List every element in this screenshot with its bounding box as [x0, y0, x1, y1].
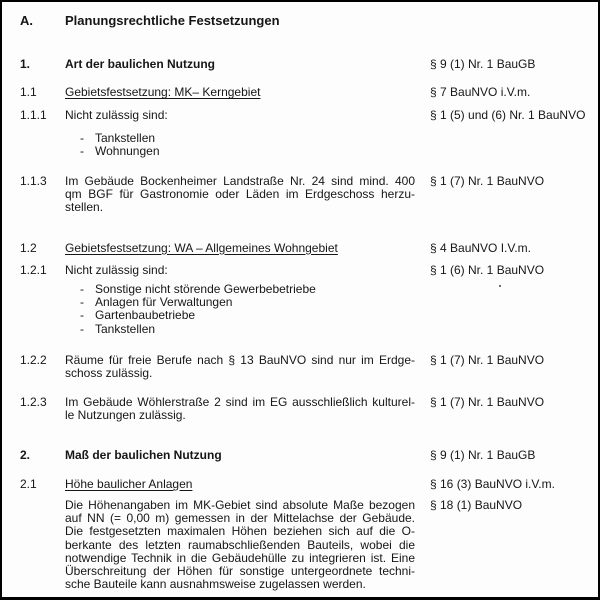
legal-reference: § 1 (5) und (6) Nr. 1 BauNVO	[430, 108, 586, 123]
item-1-2-2	[20, 354, 592, 380]
item-number: 2.1	[20, 476, 37, 491]
item-number: 1.2.3	[20, 395, 47, 410]
item-number: 1.2	[20, 240, 37, 255]
item-number: 1.1	[20, 85, 37, 100]
item-heading-underlined: Höhe baulicher Anlagen	[65, 476, 193, 491]
section-a-header	[20, 14, 592, 28]
legal-reference: § 1 (6) Nr. 1 BauNVO	[430, 262, 545, 277]
paragraph-line: Die Höhenangaben im MK-Gebiet sind absolute Maße bezogen	[65, 498, 415, 513]
dash-bullet: -	[80, 282, 84, 297]
paragraph-line: le Nutzungen zulässig.	[65, 408, 186, 423]
item-1-2-1-bullets	[20, 283, 592, 336]
item-text: Nicht zulässig sind:	[65, 108, 168, 123]
paragraph-line: notwendige Technik in die Gebäudehülle zu integrieren ist. Eine	[65, 550, 415, 565]
item-heading: Maß der baulichen Nutzung	[65, 447, 222, 462]
legal-reference: § 1 (7) Nr. 1 BauNVO	[430, 395, 545, 410]
item-1-1-1	[20, 109, 592, 122]
dash-bullet: -	[80, 143, 84, 158]
legal-reference: § 9 (1) Nr. 1 BauGB	[430, 447, 536, 462]
list-item-text: Gartenbaubetriebe	[95, 308, 196, 323]
paragraph-line: auf NN (= 0,00 m) gemessen in der Mittelachse der Gebäude.	[65, 511, 415, 526]
item-paragraph	[65, 354, 415, 380]
list-item-text: Anlagen für Verwaltungen	[95, 295, 233, 310]
item-number: 1.2.1	[20, 262, 47, 277]
item-1-1-3	[20, 175, 592, 215]
item-2-1	[20, 478, 592, 491]
legal-reference: § 7 BauNVO i.V.m.	[430, 85, 531, 100]
item-1-2	[20, 242, 592, 255]
paragraph-line: Im Gebäude Bockenheimer Landstraße Nr. 24 sind mind. 400	[65, 174, 415, 189]
paragraph-line: Überschreitung der Höhen für sonstige untergeordnete techni-	[65, 564, 415, 579]
list-item	[80, 309, 415, 322]
dash-bullet: -	[80, 321, 84, 336]
item-number: 1.	[20, 57, 31, 71]
paragraph-line: schoss zulässig.	[65, 366, 153, 381]
scan-artifact-dot	[499, 285, 501, 287]
item-heading-underlined: Gebietsfestsetzung: MK– Kerngebiet	[65, 85, 261, 100]
item-number: 1.1.1	[20, 108, 47, 123]
item-text: Nicht zulässig sind:	[65, 262, 168, 277]
paragraph-line: stellen.	[65, 200, 104, 215]
item-1-2-1	[20, 264, 592, 277]
item-heading: Art der baulichen Nutzung	[65, 57, 215, 71]
item-2	[20, 449, 592, 462]
item-number: 1.1.3	[20, 174, 47, 189]
item-2-1-paragraph	[20, 499, 592, 591]
item-1-1	[20, 86, 592, 99]
item-number: 1.2.2	[20, 352, 47, 367]
list-item-text: Tankstellen	[95, 321, 156, 336]
list-item-text: Wohnungen	[95, 143, 160, 158]
paragraph-line: Räume für freie Berufe nach § 13 BauNVO sind nur im Erdge-	[65, 352, 415, 367]
paragraph-line: qm BGF für Gastronomie oder Läden im Erdgeschoss herzu-	[65, 187, 415, 202]
dash-bullet: -	[80, 130, 84, 145]
legal-reference: § 4 BauNVO I.V.m.	[430, 240, 531, 255]
item-number: 2.	[20, 447, 31, 462]
item-1-1-1-bullets	[20, 132, 592, 158]
item-paragraph	[65, 499, 415, 591]
legal-reference: § 1 (7) Nr. 1 BauNVO	[430, 174, 545, 189]
list-item	[80, 132, 415, 145]
section-title: Planungsrechtliche Festsetzungen	[65, 13, 280, 28]
list-item	[80, 145, 415, 158]
item-1	[20, 58, 592, 71]
legal-reference: § 18 (1) BauNVO	[430, 498, 523, 513]
item-paragraph	[65, 175, 415, 215]
item-paragraph	[65, 396, 415, 422]
list-item-text: Tankstellen	[95, 130, 156, 145]
dash-bullet: -	[80, 295, 84, 310]
paragraph-line: sche Bauteile kann ausnahmsweise zugelassen werden.	[65, 577, 366, 592]
list-item	[80, 323, 415, 336]
paragraph-line: Im Gebäude Wöhlerstraße 2 sind im EG ausschließlich kulturel-	[65, 395, 415, 410]
legal-reference: § 16 (3) BauNVO i.V.m.	[430, 476, 555, 491]
item-1-2-3	[20, 396, 592, 422]
section-number: A.	[20, 13, 33, 28]
item-heading-underlined: Gebietsfestsetzung: WA – Allgemeines Wohngebiet	[65, 240, 338, 255]
dash-bullet: -	[80, 308, 84, 323]
legal-reference: § 1 (7) Nr. 1 BauNVO	[430, 352, 545, 367]
paragraph-line: berkante des letzten raumabschließenden Bauteils, wobei die	[65, 537, 415, 552]
list-item-text: Sonstige nicht störende Gewerbebetriebe	[95, 282, 316, 297]
paragraph-line: Die festgesetzten maximalen Höhen beziehen sich auf die O-	[65, 524, 415, 539]
legal-reference: § 9 (1) Nr. 1 BauGB	[430, 57, 536, 71]
